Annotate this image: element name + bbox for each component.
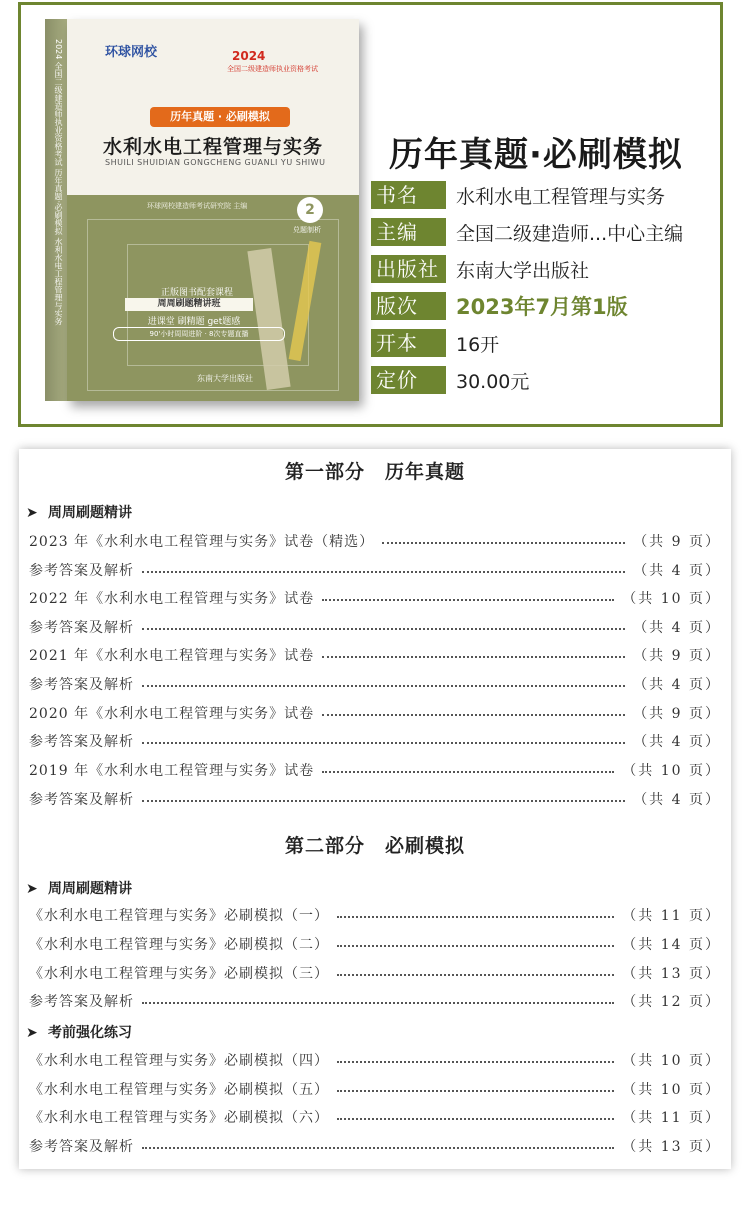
leader-dots [142,571,625,573]
entry-title: 2021 年《水利水电工程管理与实务》试卷 [29,648,315,664]
cover-title: 水利水电工程管理与实务 [103,136,324,158]
entry-title: 参考答案及解析 [29,994,134,1010]
info-label: 开本 [371,329,446,357]
entry-pages: （共 9 页） [633,648,721,664]
toc-entry [29,644,721,666]
entry-title: 2023 年《水利水电工程管理与实务》试卷（精选） [29,534,375,550]
book-spine [45,19,67,401]
product-panel [18,2,723,427]
section-heading [26,1022,132,1042]
cover-course-top: 正版图书配套课程 [160,288,233,298]
section-heading [26,502,132,522]
info-label: 出版社 [371,255,446,283]
entry-title: 参考答案及解析 [29,677,134,693]
cover-exam-line: 全国二级建造师执业资格考试 [227,65,318,73]
entry-pages: （共 11 页） [622,1110,721,1126]
info-value: 30.00元 [456,370,530,393]
cover-course-box: 周周刷题精讲班 [125,298,253,311]
brand-logo: 环球网校 [105,45,158,60]
leader-dots [322,599,614,601]
entry-title: 参考答案及解析 [29,563,134,579]
info-row-price [371,365,529,395]
cover-course-line: 进课堂 刷精题 get题感 [147,317,241,327]
toc-entry [29,1106,721,1128]
entry-pages: （共 11 页） [622,908,721,924]
toc-entry [29,530,721,552]
entry-title: 《水利水电工程管理与实务》必刷模拟（一） [29,908,329,924]
entry-title: 参考答案及解析 [29,1139,134,1155]
leader-dots [142,1002,614,1004]
entry-title: 参考答案及解析 [29,792,134,808]
info-row-format [371,328,499,358]
toc-entry [29,673,721,695]
info-label: 主编 [371,218,446,246]
cover-badge-sub: 兑题制析 [293,226,321,234]
entry-title: 2019 年《水利水电工程管理与实务》试卷 [29,763,315,779]
part-title: 第一部分 历年真题 [284,461,465,483]
leader-dots [337,1061,614,1063]
entry-pages: （共 10 页） [622,591,721,607]
entry-pages: （共 10 页） [622,1053,721,1069]
entry-title: 《水利水电工程管理与实务》必刷模拟（二） [29,937,329,953]
leader-dots [322,656,625,658]
leader-dots [142,685,625,687]
entry-pages: （共 4 页） [633,563,721,579]
entry-pages: （共 10 页） [622,763,721,779]
info-row-title [371,180,665,210]
entry-pages: （共 13 页） [622,966,721,982]
info-label: 书名 [371,181,446,209]
leader-dots [337,1090,614,1092]
info-row-editor [371,217,683,247]
toc-entry [29,933,721,955]
cover-badge: 2 [297,197,323,223]
info-value: 16开 [456,333,500,356]
leader-dots [142,800,625,802]
leader-dots [142,628,625,630]
entry-title: 《水利水电工程管理与实务》必刷模拟（四） [29,1053,329,1069]
info-value: 2023年7月第1版 [456,295,628,319]
entry-pages: （共 4 页） [633,792,721,808]
entry-pages: （共 4 页） [633,734,721,750]
entry-pages: （共 10 页） [622,1082,721,1098]
entry-title: 参考答案及解析 [29,734,134,750]
toc-entry [29,730,721,752]
book-cover-image [67,19,359,401]
toc-entry [29,1049,721,1071]
section-label: 周周刷题精讲 [48,881,132,897]
entry-title: 参考答案及解析 [29,620,134,636]
section-heading [26,878,132,898]
entry-pages: （共 13 页） [622,1139,721,1155]
entry-pages: （共 14 页） [622,937,721,953]
toc-entry [29,990,721,1012]
cover-pill: 90'小时周周进阶 · 8次专题直播 [113,327,285,341]
table-of-contents [19,449,731,1169]
entry-pages: （共 4 页） [633,677,721,693]
leader-dots [322,771,614,773]
entry-pages: （共 9 页） [633,706,721,722]
spine-text: 2024 全国二级建造师执业资格考试 历年真题·必刷模拟 水利水电工程管理与实务 [54,39,63,326]
info-value: 东南大学出版社 [456,259,590,282]
leader-dots [142,742,625,744]
entry-title: 《水利水电工程管理与实务》必刷模拟（三） [29,966,329,982]
section-label: 考前强化练习 [48,1025,132,1041]
toc-entry [29,904,721,926]
cover-year: 2024 [232,49,266,63]
cover-publisher: 东南大学出版社 [197,374,253,383]
info-value: 水利水电工程管理与实务 [456,185,666,208]
section-label: 周周刷题精讲 [48,505,132,521]
cover-pinyin: SHUILI SHUIDIAN GONGCHENG GUANLI YU SHIWU [105,158,326,167]
arrow-right-icon: ➤ [26,881,38,897]
entry-title: 《水利水电工程管理与实务》必刷模拟（五） [29,1082,329,1098]
entry-pages: （共 9 页） [633,534,721,550]
leader-dots [322,714,625,716]
entry-title: 《水利水电工程管理与实务》必刷模拟（六） [29,1110,329,1126]
entry-pages: （共 12 页） [622,994,721,1010]
leader-dots [382,542,625,544]
toc-entry [29,759,721,781]
toc-entry [29,1135,721,1157]
entry-title: 2022 年《水利水电工程管理与实务》试卷 [29,591,315,607]
leader-dots [142,1147,614,1149]
toc-entry [29,587,721,609]
toc-entry [29,616,721,638]
cover-tag: 历年真题 · 必刷模拟 [150,107,290,127]
toc-entry [29,702,721,724]
cover-editor: 环球网校建造师考试研究院 主编 [147,202,248,210]
leader-dots [337,1118,614,1120]
toc-entry [29,1078,721,1100]
entry-title: 2020 年《水利水电工程管理与实务》试卷 [29,706,315,722]
arrow-right-icon: ➤ [26,1025,38,1041]
info-label: 版次 [371,292,446,320]
info-row-publisher [371,254,589,284]
part-title: 第二部分 必刷模拟 [284,835,465,857]
toc-entry [29,559,721,581]
info-value: 全国二级建造师...中心主编 [456,222,684,245]
info-row-edition [371,291,628,321]
info-label: 定价 [371,366,446,394]
leader-dots [337,945,614,947]
leader-dots [337,974,614,976]
leader-dots [337,916,614,918]
arrow-right-icon: ➤ [26,505,38,521]
headline: 历年真题·必刷模拟 [389,135,683,175]
toc-entry [29,962,721,984]
entry-pages: （共 4 页） [633,620,721,636]
toc-entry [29,788,721,810]
